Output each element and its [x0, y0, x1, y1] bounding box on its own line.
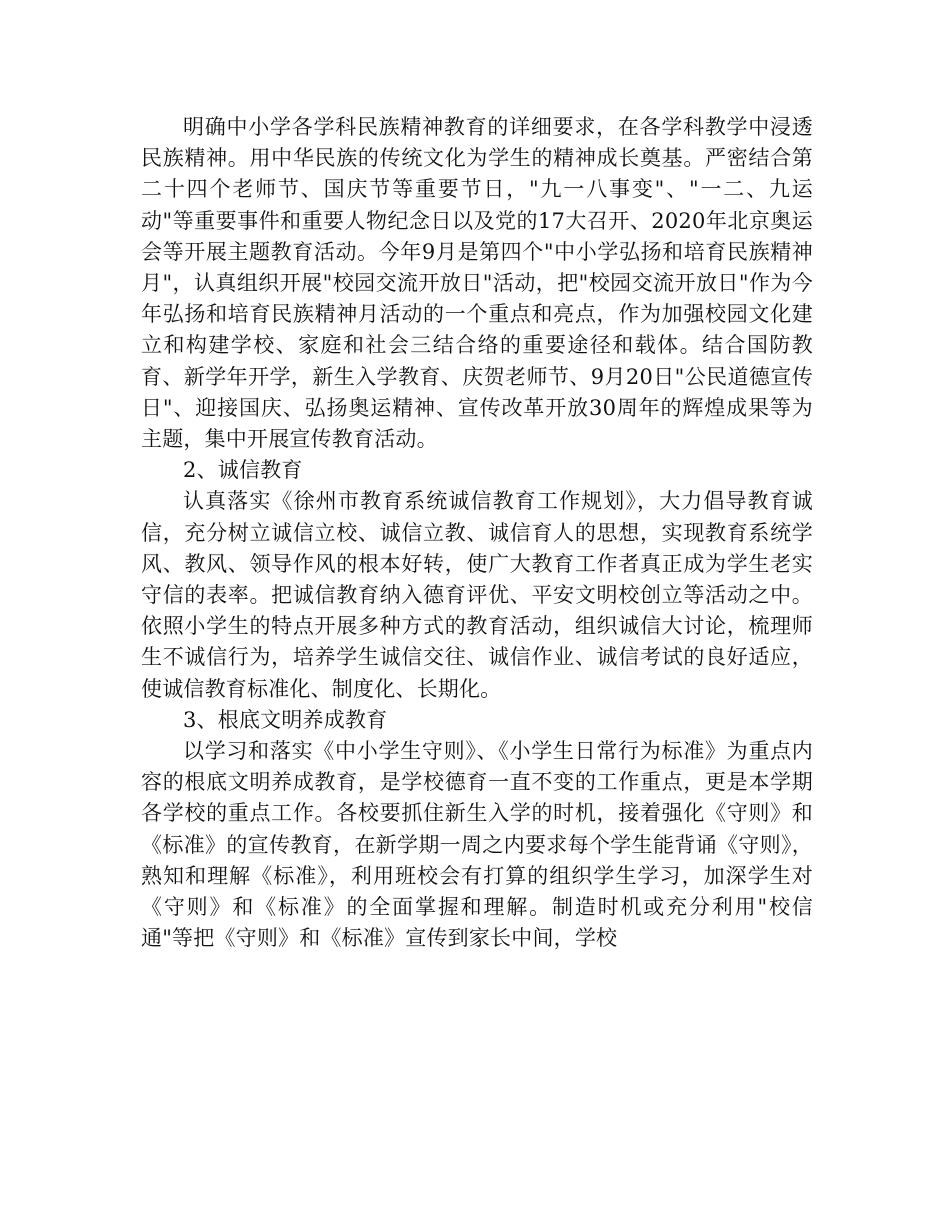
section-heading-integrity-education: 2、诚信教育 [183, 458, 303, 483]
document-body [141, 112, 813, 954]
section-heading-civility-education: 3、根底文明养成教育 [183, 707, 388, 732]
paragraph-national-spirit-education: 明确中小学各学科民族精神教育的详细要求，在各学科教学中浸透民族精神。用中华民族的传统文化为学生的精神成长奠基。严密结合第二十四个老师节、国庆节等重要节日，"九一八事变"、"一二、九运动"等重要事件和重要人物纪念日以及党的17大召开、2020年北京奥运会等开展主题教育活动。今年9月是第四个"中小学弘扬和培育民族精神月"，认真组织开展"校园交流开放日"活动，把"校园交流开放日"作为今年弘扬和培育民族精神月活动的一个重点和亮点，作为加强校园文化建立和构建学校、家庭和社会三结合络的重要途径和载体。结合国防教育、新学年开学，新生入学教育、庆贺老师节、9月20日"公民道德宣传日"、迎接国庆、弘扬奥运精神、宣传改革开放30周年的辉煌成果等为主题，集中开展宣传教育活动。 [141, 115, 813, 452]
paragraph-integrity-education: 认真落实《徐州市教育系统诚信教育工作规划》，大力倡导教育诚信，充分树立诚信立校、诚信立教、诚信育人的思想，实现教育系统学风、教风、领导作风的根本好转，使广大教育工作者真正成为学生老实守信的表率。把诚信教育纳入德育评优、平安文明校创立等活动之中。依照小学生的特点开展多种方式的教育活动，组织诚信大讨论，梳理师生不诚信行为，培养学生诚信交往、诚信作业、诚信考试的良好适应，使诚信教育标准化、制度化、长期化。 [141, 489, 813, 701]
paragraph-civility-education: 以学习和落实《中小学生守则》、《小学生日常行为标准》为重点内容的根底文明养成教育，是学校德育一直不变的工作重点，更是本学期各学校的重点工作。各校要抓住新生入学的时机，接着强化《守则》和《标准》的宣传教育，在新学期一周之内要求每个学生能背诵《守则》，熟知和理解《标准》，利用班校会有打算的组织学生学习，加深学生对《守则》和《标准》的全面掌握和理解。制造时机或充分利用"校信通"等把《守则》和《标准》宣传到家长中间，学校 [141, 739, 813, 951]
